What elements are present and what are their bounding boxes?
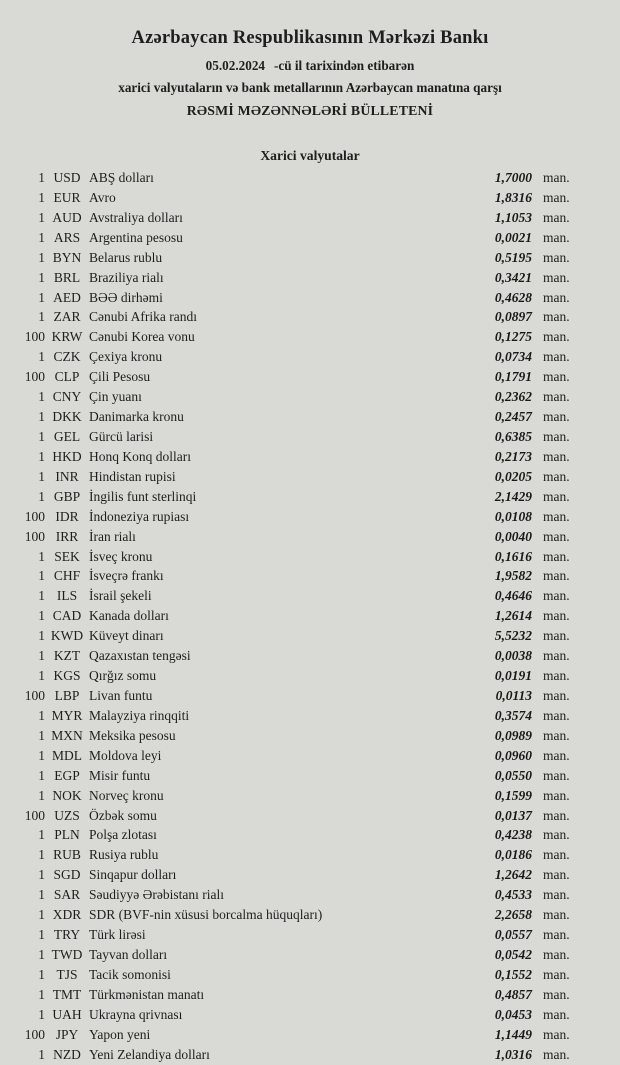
row-unit-label: man. xyxy=(543,329,570,345)
row-rate: 0,4646 xyxy=(494,588,532,604)
row-currency-code: IRR xyxy=(55,528,79,544)
table-row xyxy=(0,586,620,606)
row-quantity: 1 xyxy=(38,727,45,743)
row-rate: 1,2614 xyxy=(494,608,532,624)
row-rate: 0,0186 xyxy=(494,847,532,863)
row-rate: 5,5232 xyxy=(494,628,532,644)
row-currency-code: TJS xyxy=(56,966,78,982)
row-currency-code: GBP xyxy=(53,488,81,504)
row-unit-label: man. xyxy=(543,528,570,544)
row-quantity: 1 xyxy=(38,428,45,444)
row-unit-label: man. xyxy=(543,309,570,325)
row-quantity: 1 xyxy=(38,229,45,245)
row-unit-label: man. xyxy=(543,668,570,684)
table-row xyxy=(0,527,620,547)
row-unit-label: man. xyxy=(543,428,570,444)
table-row xyxy=(0,387,620,407)
row-currency-name: İsveçrə frankı xyxy=(89,568,164,584)
row-quantity: 1 xyxy=(38,309,45,325)
table-row xyxy=(0,945,620,965)
table-row xyxy=(0,845,620,865)
row-currency-name: Argentina pesosu xyxy=(89,229,183,245)
row-unit-label: man. xyxy=(543,946,570,962)
row-quantity: 1 xyxy=(38,966,45,982)
row-quantity: 1 xyxy=(38,170,45,185)
row-unit-label: man. xyxy=(543,887,570,903)
row-currency-name: Türk lirəsi xyxy=(89,927,146,943)
row-quantity: 1 xyxy=(38,1046,45,1062)
row-rate: 0,2173 xyxy=(494,448,532,464)
row-currency-name: İndoneziya rupiası xyxy=(89,508,190,524)
row-unit-label: man. xyxy=(543,369,570,385)
row-unit-label: man. xyxy=(543,249,570,265)
row-rate: 0,0960 xyxy=(494,747,532,763)
table-row xyxy=(0,965,620,985)
row-currency-code: HKD xyxy=(52,448,82,464)
row-currency-name: Braziliya rialı xyxy=(89,269,164,285)
row-rate: 0,1552 xyxy=(494,966,532,982)
row-rate: 0,0021 xyxy=(494,229,532,245)
table-row xyxy=(0,646,620,666)
row-currency-code: CNY xyxy=(52,389,82,405)
row-currency-code: GEL xyxy=(53,428,81,444)
row-currency-name: ABŞ dolları xyxy=(89,170,154,185)
row-unit-label: man. xyxy=(543,229,570,245)
row-currency-name: Misir funtu xyxy=(89,767,151,783)
row-quantity: 100 xyxy=(24,1026,45,1042)
row-unit-label: man. xyxy=(543,847,570,863)
row-rate: 0,2457 xyxy=(494,409,532,425)
table-row xyxy=(0,626,620,646)
row-rate: 0,0038 xyxy=(494,648,532,664)
row-currency-name: Özbək somu xyxy=(89,807,157,823)
row-currency-code: KGS xyxy=(53,668,81,684)
row-currency-name: Honq Konq dolları xyxy=(89,448,191,464)
table-row xyxy=(0,447,620,467)
row-rate: 0,0550 xyxy=(494,767,532,783)
row-rate: 1,8316 xyxy=(494,189,532,205)
row-currency-name: Avstraliya dolları xyxy=(89,209,183,225)
row-quantity: 1 xyxy=(38,847,45,863)
table-row xyxy=(0,268,620,288)
row-quantity: 1 xyxy=(38,468,45,484)
row-quantity: 100 xyxy=(24,687,45,703)
row-currency-name: Qırğız somu xyxy=(89,668,157,684)
row-rate: 0,0989 xyxy=(494,727,532,743)
row-currency-name: Meksika pesosu xyxy=(89,727,176,743)
row-currency-code: UAH xyxy=(52,1006,82,1022)
row-unit-label: man. xyxy=(543,448,570,464)
row-rate: 0,5195 xyxy=(494,249,532,265)
row-rate: 0,0108 xyxy=(494,508,532,524)
table-row xyxy=(0,985,620,1005)
row-quantity: 1 xyxy=(38,946,45,962)
row-unit-label: man. xyxy=(543,568,570,584)
row-currency-name: Rusiya rublu xyxy=(89,847,159,863)
row-currency-code: AED xyxy=(53,289,81,305)
row-quantity: 1 xyxy=(38,1006,45,1022)
row-quantity: 1 xyxy=(38,189,45,205)
row-currency-code: KRW xyxy=(51,329,83,345)
row-currency-code: XDR xyxy=(52,907,82,923)
row-unit-label: man. xyxy=(543,747,570,763)
row-quantity: 100 xyxy=(24,528,45,544)
row-rate: 1,7000 xyxy=(494,170,532,185)
table-row xyxy=(0,347,620,367)
row-unit-label: man. xyxy=(543,787,570,803)
row-quantity: 1 xyxy=(38,887,45,903)
row-rate: 0,2362 xyxy=(494,389,532,405)
row-currency-name: Tacik somonisi xyxy=(89,966,171,982)
row-currency-code: EGP xyxy=(54,767,80,783)
row-currency-name: Tayvan dolları xyxy=(89,946,168,962)
row-quantity: 1 xyxy=(38,349,45,365)
table-row xyxy=(0,547,620,567)
row-currency-name: Küveyt dinarı xyxy=(89,628,164,644)
row-unit-label: man. xyxy=(543,508,570,524)
row-currency-code: TRY xyxy=(53,927,81,943)
row-currency-code: MYR xyxy=(51,707,83,723)
row-currency-code: UZS xyxy=(54,807,80,823)
table-row xyxy=(0,228,620,248)
row-currency-name: Avro xyxy=(89,189,116,205)
table-row xyxy=(0,746,620,766)
row-rate: 2,2658 xyxy=(494,907,532,923)
row-currency-name: Belarus rublu xyxy=(89,249,163,265)
table-row xyxy=(0,925,620,945)
row-currency-code: CLP xyxy=(54,369,80,385)
row-currency-name: Ukrayna qrivnası xyxy=(89,1006,183,1022)
row-rate: 1,2642 xyxy=(494,867,532,883)
row-unit-label: man. xyxy=(543,269,570,285)
row-quantity: 1 xyxy=(38,827,45,843)
row-rate: 0,0557 xyxy=(494,927,532,943)
row-currency-name: Çin yuanı xyxy=(89,389,142,405)
row-currency-name: İsveç kronu xyxy=(89,548,153,564)
row-currency-name: Gürcü larisi xyxy=(89,428,154,444)
row-rate: 0,0191 xyxy=(494,668,532,684)
row-unit-label: man. xyxy=(543,966,570,982)
row-currency-code: MDL xyxy=(52,747,82,763)
row-rate: 0,3574 xyxy=(494,707,532,723)
row-rate: 0,1791 xyxy=(494,369,532,385)
row-quantity: 1 xyxy=(38,269,45,285)
row-unit-label: man. xyxy=(543,170,570,185)
row-unit-label: man. xyxy=(543,867,570,883)
row-currency-code: NOK xyxy=(52,787,82,803)
row-quantity: 1 xyxy=(38,389,45,405)
row-currency-name: Cənubi Korea vonu xyxy=(89,329,195,345)
row-currency-code: MXN xyxy=(51,727,83,743)
currency-table xyxy=(0,168,620,1064)
table-row xyxy=(0,566,620,586)
row-quantity: 1 xyxy=(38,767,45,783)
table-row xyxy=(0,905,620,925)
row-unit-label: man. xyxy=(543,707,570,723)
effective-date-line xyxy=(0,58,620,74)
row-quantity: 1 xyxy=(38,787,45,803)
row-unit-label: man. xyxy=(543,907,570,923)
row-quantity: 1 xyxy=(38,986,45,1002)
row-currency-name: Hindistan rupisi xyxy=(89,468,176,484)
table-row xyxy=(0,825,620,845)
row-currency-code: IDR xyxy=(55,508,79,524)
row-unit-label: man. xyxy=(543,548,570,564)
table-row xyxy=(0,367,620,387)
row-currency-code: CAD xyxy=(52,608,82,624)
row-quantity: 100 xyxy=(24,807,45,823)
row-currency-name: Malayziya rinqqiti xyxy=(89,707,190,723)
row-currency-code: KWD xyxy=(50,628,84,644)
table-row xyxy=(0,188,620,208)
row-quantity: 1 xyxy=(38,927,45,943)
row-unit-label: man. xyxy=(543,648,570,664)
table-row xyxy=(0,168,620,188)
row-currency-code: SEK xyxy=(54,548,80,564)
bulletin-header xyxy=(0,0,620,119)
effective-date-suffix: -cü il tarixindən etibarən xyxy=(274,58,415,73)
table-row xyxy=(0,407,620,427)
table-row xyxy=(0,885,620,905)
row-quantity: 1 xyxy=(38,448,45,464)
row-unit-label: man. xyxy=(543,608,570,624)
table-row xyxy=(0,1025,620,1045)
row-quantity: 1 xyxy=(38,668,45,684)
row-quantity: 1 xyxy=(38,747,45,763)
row-currency-code: SAR xyxy=(53,887,81,903)
row-quantity: 1 xyxy=(38,648,45,664)
row-quantity: 1 xyxy=(38,907,45,923)
row-currency-code: RUB xyxy=(53,847,81,863)
row-unit-label: man. xyxy=(543,827,570,843)
row-currency-name: İsrail şekeli xyxy=(89,588,152,604)
row-currency-name: Yapon yeni xyxy=(89,1026,151,1042)
row-unit-label: man. xyxy=(543,1046,570,1062)
row-currency-code: DKK xyxy=(52,409,82,425)
row-rate: 0,1599 xyxy=(494,787,532,803)
row-currency-code: PLN xyxy=(54,827,80,843)
table-row xyxy=(0,327,620,347)
bank-title: Azərbaycan Respublikasının Mərkəzi Bankı xyxy=(131,28,489,48)
bulletin-title: RƏSMİ MƏZƏNNƏLƏRİ BÜLLETENİ xyxy=(186,103,434,118)
effective-date: 05.02.2024 xyxy=(205,58,266,73)
row-currency-code: JPY xyxy=(55,1026,79,1042)
row-currency-name: Səudiyyə Ərəbistanı rialı xyxy=(89,887,224,903)
table-row xyxy=(0,686,620,706)
row-quantity: 1 xyxy=(38,588,45,604)
row-currency-name: Türkmənistan manatı xyxy=(89,986,205,1002)
row-quantity: 1 xyxy=(38,707,45,723)
row-currency-name: Çili Pesosu xyxy=(89,369,151,385)
row-rate: 0,0453 xyxy=(494,1006,532,1022)
row-quantity: 1 xyxy=(38,289,45,305)
row-currency-code: ZAR xyxy=(53,309,81,325)
row-currency-name: SDR (BVF-nin xüsusi borcalma hüquqları) xyxy=(89,907,323,923)
row-unit-label: man. xyxy=(543,1026,570,1042)
bulletin-subtitle: xarici valyutaların və bank metallarının Azərbaycan manatına qarşı xyxy=(118,80,502,95)
row-quantity: 1 xyxy=(38,488,45,504)
row-currency-code: USD xyxy=(53,170,81,185)
row-rate: 0,0113 xyxy=(495,687,532,703)
table-row xyxy=(0,865,620,885)
row-currency-code: SGD xyxy=(53,867,81,883)
row-rate: 2,1429 xyxy=(494,488,532,504)
row-unit-label: man. xyxy=(543,986,570,1002)
row-currency-name: İngilis funt sterlinqi xyxy=(89,488,197,504)
table-row xyxy=(0,1045,620,1065)
table-row xyxy=(0,1005,620,1025)
table-row xyxy=(0,288,620,308)
row-currency-code: NZD xyxy=(53,1046,81,1062)
row-rate: 0,0040 xyxy=(494,528,532,544)
row-rate: 0,4857 xyxy=(494,986,532,1002)
row-unit-label: man. xyxy=(543,468,570,484)
row-unit-label: man. xyxy=(543,209,570,225)
row-unit-label: man. xyxy=(543,289,570,305)
row-unit-label: man. xyxy=(543,687,570,703)
row-quantity: 1 xyxy=(38,608,45,624)
row-currency-code: CHF xyxy=(53,568,81,584)
row-currency-code: BRL xyxy=(53,269,81,285)
row-unit-label: man. xyxy=(543,727,570,743)
row-currency-code: TMT xyxy=(52,986,82,1002)
row-rate: 0,0137 xyxy=(494,807,532,823)
row-currency-code: EUR xyxy=(53,189,81,205)
row-currency-code: CZK xyxy=(53,349,81,365)
row-currency-code: KZT xyxy=(53,648,81,664)
row-quantity: 1 xyxy=(38,548,45,564)
table-row xyxy=(0,507,620,527)
row-unit-label: man. xyxy=(543,927,570,943)
table-row xyxy=(0,726,620,746)
row-quantity: 1 xyxy=(38,568,45,584)
row-currency-name: Cənubi Afrika randı xyxy=(89,309,197,325)
row-rate: 0,6385 xyxy=(494,428,532,444)
row-currency-name: Moldova leyi xyxy=(89,747,162,763)
row-rate: 1,0316 xyxy=(494,1046,532,1062)
table-row xyxy=(0,666,620,686)
table-row xyxy=(0,427,620,447)
row-currency-name: Sinqapur dolları xyxy=(89,867,177,883)
row-currency-code: TWD xyxy=(51,946,83,962)
table-row xyxy=(0,786,620,806)
row-quantity: 100 xyxy=(24,329,45,345)
row-unit-label: man. xyxy=(543,807,570,823)
row-currency-name: Qazaxıstan tengəsi xyxy=(89,648,191,664)
row-unit-label: man. xyxy=(543,628,570,644)
row-rate: 0,0542 xyxy=(494,946,532,962)
row-currency-name: Danimarka kronu xyxy=(89,409,184,425)
row-rate: 0,4533 xyxy=(494,887,532,903)
row-currency-code: INR xyxy=(55,468,79,484)
row-rate: 0,0734 xyxy=(494,349,532,365)
row-rate: 0,3421 xyxy=(494,269,532,285)
table-row xyxy=(0,606,620,626)
row-currency-code: BYN xyxy=(52,249,82,265)
row-currency-name: Yeni Zelandiya dolları xyxy=(89,1046,210,1062)
row-rate: 1,9582 xyxy=(494,568,532,584)
row-unit-label: man. xyxy=(543,349,570,365)
row-currency-name: Kanada dolları xyxy=(89,608,169,624)
row-currency-name: BƏƏ dirhəmi xyxy=(89,289,163,305)
section-title: Xarici valyutalar xyxy=(260,148,360,163)
row-rate: 0,4238 xyxy=(494,827,532,843)
row-currency-name: Livan funtu xyxy=(89,687,153,703)
row-currency-code: AUD xyxy=(52,209,82,225)
row-unit-label: man. xyxy=(543,767,570,783)
row-unit-label: man. xyxy=(543,488,570,504)
row-unit-label: man. xyxy=(543,409,570,425)
table-row xyxy=(0,487,620,507)
row-rate: 1,1449 xyxy=(494,1026,532,1042)
row-quantity: 1 xyxy=(38,867,45,883)
table-row xyxy=(0,248,620,268)
row-unit-label: man. xyxy=(543,1006,570,1022)
row-quantity: 1 xyxy=(38,249,45,265)
row-currency-name: Çexiya kronu xyxy=(89,349,163,365)
table-row xyxy=(0,706,620,726)
table-row xyxy=(0,806,620,826)
row-unit-label: man. xyxy=(543,389,570,405)
row-unit-label: man. xyxy=(543,588,570,604)
table-row xyxy=(0,467,620,487)
row-currency-name: İran rialı xyxy=(89,528,136,544)
table-row xyxy=(0,208,620,228)
table-row xyxy=(0,766,620,786)
row-rate: 0,0897 xyxy=(494,309,532,325)
row-rate: 0,1275 xyxy=(494,329,532,345)
row-quantity: 100 xyxy=(24,508,45,524)
row-currency-name: Norveç kronu xyxy=(89,787,164,803)
row-currency-name: Polşa zlotası xyxy=(89,827,157,843)
row-rate: 1,1053 xyxy=(494,209,532,225)
row-rate: 0,4628 xyxy=(494,289,532,305)
row-rate: 0,0205 xyxy=(494,468,532,484)
row-quantity: 1 xyxy=(38,628,45,644)
row-currency-code: ARS xyxy=(53,229,81,245)
row-unit-label: man. xyxy=(543,189,570,205)
table-row xyxy=(0,307,620,327)
row-quantity: 1 xyxy=(38,409,45,425)
row-quantity: 100 xyxy=(24,369,45,385)
row-rate: 0,1616 xyxy=(494,548,532,564)
row-currency-code: LBP xyxy=(54,687,80,703)
row-quantity: 1 xyxy=(38,209,45,225)
row-currency-code: ILS xyxy=(56,588,78,604)
